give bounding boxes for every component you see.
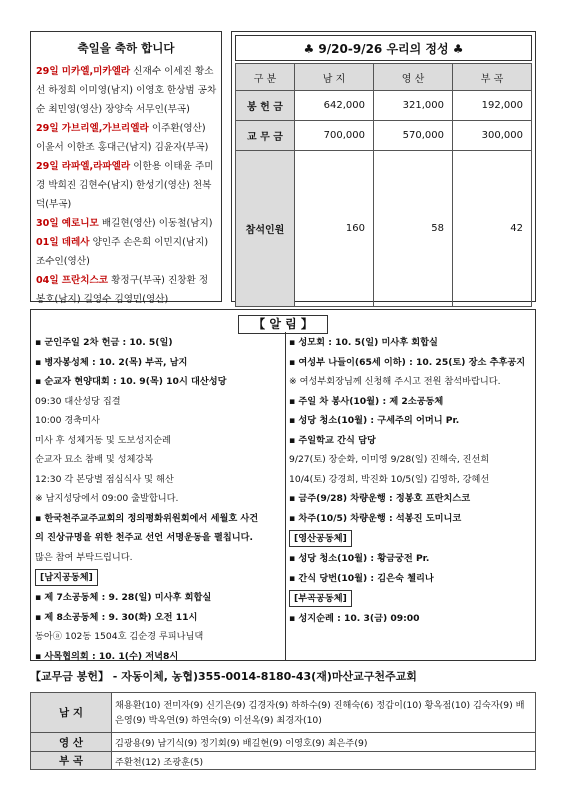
notice-item [289, 549, 535, 569]
notice-text: ▪ 주일학교 간식 담당 [289, 434, 376, 446]
offering-row-label: 교 무 금 [236, 121, 295, 151]
birthday-box [30, 31, 222, 305]
notice-item [35, 431, 283, 451]
notice-text: [남지공동체] [35, 569, 98, 586]
notice-text: ▪ 순교자 현양대회 : 10. 9(목) 10시 대산성당 [35, 376, 227, 387]
donation-row [31, 733, 536, 752]
notice-item [35, 392, 283, 412]
birthday-date: 01일 [36, 237, 59, 248]
offering-row-label: 봉 헌 금 [236, 91, 295, 121]
notice-item [289, 372, 535, 392]
notice-text: ▪ 군인주일 2차 헌금 : 10. 5(일) [35, 337, 173, 348]
birthday-entry [36, 157, 217, 214]
offering-header-row [236, 64, 532, 91]
notice-text: 10/4(토) 강경희, 박진화 10/5(일) 김영하, 강혜선 [289, 473, 490, 485]
notice-text: ※ 남지성당에서 09:00 출발합니다. [35, 493, 179, 504]
notice-item [289, 392, 535, 412]
notice-item [289, 450, 535, 470]
birthday-date: 30일 [36, 218, 59, 229]
offering-title-text: ♣ 9/20-9/26 우리의 정성 ♣ [303, 41, 464, 56]
offering-value: 42 [453, 151, 532, 307]
notice-item [289, 411, 535, 431]
notice-text: 12:30 각 본당별 점심식사 및 해산 [35, 473, 174, 485]
donation-title: 【교무금 봉헌】 [30, 670, 109, 683]
notice-text: 9/27(토) 장순화, 이미영 9/28(일) 진해숙, 진선희 [289, 454, 490, 465]
notice-text: ▪ 여성부 나들이(65세 이하) : 10. 25(토) 장소 추후공지 [289, 356, 526, 368]
notice-item [35, 372, 283, 392]
donation-row-label: 부 곡 [31, 752, 112, 770]
notice-item [35, 489, 283, 509]
notice-text: ▪ 주일 차 봉사(10월) : 제 2소공동체 [289, 395, 444, 407]
birthday-names: 황정구(부곡) 진창환 정봉호(남지) 길영수 김영민(영산) [36, 275, 209, 305]
notice-text: 의 진상규명을 위한 천주교 선언 서명운동을 펼칩니다. [35, 532, 253, 543]
notice-item [35, 548, 283, 568]
notice-item [35, 608, 283, 628]
offering-value: 300,000 [453, 121, 532, 151]
birthday-date: 04일 [36, 275, 59, 286]
offering-value: 642,000 [295, 91, 374, 121]
donation-table [30, 692, 536, 770]
offering-row-label: 참석인원 [236, 151, 295, 307]
notice-text: ▪ 성당 청소(10월) : 구세주의 어머니 Pr. [289, 415, 460, 426]
notice-text: ▪ 제 7소공동체 : 9. 28(일) 미사후 회합실 [35, 592, 212, 603]
offering-value: 160 [295, 151, 374, 307]
community-heading [289, 588, 535, 609]
notice-text: ▪ 사목협의회 : 10. 1(수) 저녁8시 [35, 650, 179, 662]
offering-title [235, 35, 532, 61]
birthday-entry [36, 119, 217, 157]
offering-value: 700,000 [295, 121, 374, 151]
birthday-entry [36, 214, 217, 233]
offering-header: 남 지 [295, 64, 374, 91]
birthday-date: 29일 [36, 161, 59, 172]
offering-value: 321,000 [374, 91, 453, 121]
notice-text: [영산공동체] [289, 530, 352, 547]
notice-text: 미사 후 성체거동 및 도보성지순례 [35, 434, 171, 446]
notice-item [289, 470, 535, 490]
notice-item [35, 470, 283, 490]
donation-account: - 자동이체, 농협)355-0014-8180-43(재)마산교구천주교회 [108, 670, 417, 683]
notice-text: [부곡공동체] [289, 590, 352, 607]
offering-value: 570,000 [374, 121, 453, 151]
donation-names: 김광용(9) 남기식(9) 정기회(9) 배길현(9) 이영호(9) 최은주(9) [112, 733, 536, 752]
notice-item [35, 509, 283, 529]
notice-title-text: 【 알 림 】 [238, 315, 328, 334]
birthday-saint: 미카엘,미카엘라 [61, 66, 131, 77]
notice-text: 많은 참여 부탁드립니다. [35, 551, 133, 563]
birthday-names: 이한용 이태윤 주미경 박희진 김현수(남지) 한성기(영산) 천복덕(부곡) [36, 161, 214, 210]
offering-value: 58 [374, 151, 453, 307]
donation-row [31, 752, 536, 770]
notice-text: ※ 여성부회장님께 신청해 주시고 전원 참석바랍니다. [289, 376, 501, 387]
notice-text: ▪ 성당 청소(10월) : 황금궁전 Pr. [289, 553, 430, 564]
notice-box [30, 309, 536, 661]
notice-text: 동아ⓐ 102동 1504호 김순경 루피나님댁 [35, 631, 204, 642]
birthday-date: 29일 [36, 66, 59, 77]
notice-item [289, 489, 535, 509]
notice-item [35, 627, 283, 647]
offering-header: 부 곡 [453, 64, 532, 91]
donation-names: 주환천(12) 조광훈(5) [112, 752, 536, 770]
birthday-entry [36, 62, 217, 119]
birthday-saint: 예로니모 [61, 218, 99, 229]
notice-right-column [289, 333, 535, 629]
notice-text: ▪ 제 8소공동체 : 9. 30(화) 오전 11시 [35, 611, 198, 623]
offering-row [236, 121, 532, 151]
birthday-saint: 데레사 [61, 237, 90, 248]
notice-item [35, 450, 283, 470]
offering-value: 192,000 [453, 91, 532, 121]
notice-divider [285, 332, 286, 660]
birthday-names: 양인주 손은희 이민지(남지) 조수인(영산) [36, 237, 209, 267]
birthday-names: 신재수 이세진 황소선 하정희 이미영(남지) 이영호 한상범 공차순 최민영(영산) 장양숙 서무인(부곡) [36, 66, 217, 115]
offering-table [235, 63, 532, 307]
notice-item [35, 353, 283, 373]
notice-title [31, 313, 535, 334]
birthday-saint: 가브리엘,가브리엘라 [61, 123, 149, 134]
offering-row [236, 91, 532, 121]
birthday-entry [36, 271, 217, 309]
notice-item [289, 353, 535, 373]
birthday-names: 배길현(영산) 이동철(남지) [101, 218, 213, 229]
birthday-saint: 프란치스코 [61, 275, 109, 286]
offering-header: 영 산 [374, 64, 453, 91]
notice-item [35, 588, 283, 608]
notice-item [35, 333, 283, 353]
notice-text: ▪ 차주(10/5) 차량운행 : 석봉진 도미니코 [289, 512, 462, 524]
birthday-names: 이주환(영산) 이윤서 이한조 홍대근(남지) 김윤자(부곡) [36, 123, 209, 153]
notice-item [289, 569, 535, 589]
notice-item [289, 509, 535, 529]
offering-box [231, 31, 536, 302]
notice-text: ▪ 금주(9/28) 차량운행 : 정봉호 프란치스코 [289, 493, 471, 504]
notice-item [289, 333, 535, 353]
notice-text: 순교자 묘소 참배 및 성체강복 [35, 454, 154, 465]
notice-item [35, 528, 283, 548]
donation-row-label: 남 지 [31, 693, 112, 733]
donation-row [31, 693, 536, 733]
offering-row [236, 151, 532, 307]
birthday-saint: 라파엘,라파엘라 [61, 161, 131, 172]
notice-text: ▪ 병자봉성체 : 10. 2(목) 부곡, 남지 [35, 356, 188, 368]
donation-header [30, 668, 536, 684]
birthday-date: 29일 [36, 123, 59, 134]
notice-item [289, 609, 535, 629]
donation-names: 채용환(10) 전미자(9) 신기은(9) 김경자(9) 하하수(9) 진해숙(6) 정갑이(10) 황옥점(10) 김숙자(9) 배은영(9) 박옥연(9) 하연숙(9) 이선옥(9) 최경자(10) [112, 693, 536, 733]
community-heading [35, 567, 283, 588]
notice-text: ▪ 성지순례 : 10. 3(금) 09:00 [289, 613, 420, 624]
offering-header: 구 분 [236, 64, 295, 91]
notice-item [289, 431, 535, 451]
notice-text: ▪ 한국천주교주교회의 정의평화위원회에서 세월호 사건 [35, 512, 259, 524]
notice-left-column [35, 333, 283, 666]
birthday-title: 축일을 축하 합니다 [77, 41, 175, 55]
birthday-entry [36, 233, 217, 271]
notice-text: 10:00 경축미사 [35, 415, 100, 426]
notice-item [35, 411, 283, 431]
notice-text: ▪ 성모회 : 10. 5(일) 미사후 회합실 [289, 337, 438, 348]
donation-row-label: 영 산 [31, 733, 112, 752]
notice-text: 09:30 대산성당 집결 [35, 395, 121, 407]
birthday-list [31, 62, 221, 309]
notice-item [35, 647, 283, 667]
notice-text: ▪ 간식 당번(10월) : 김은숙 첼리나 [289, 572, 434, 584]
community-heading [289, 528, 535, 549]
